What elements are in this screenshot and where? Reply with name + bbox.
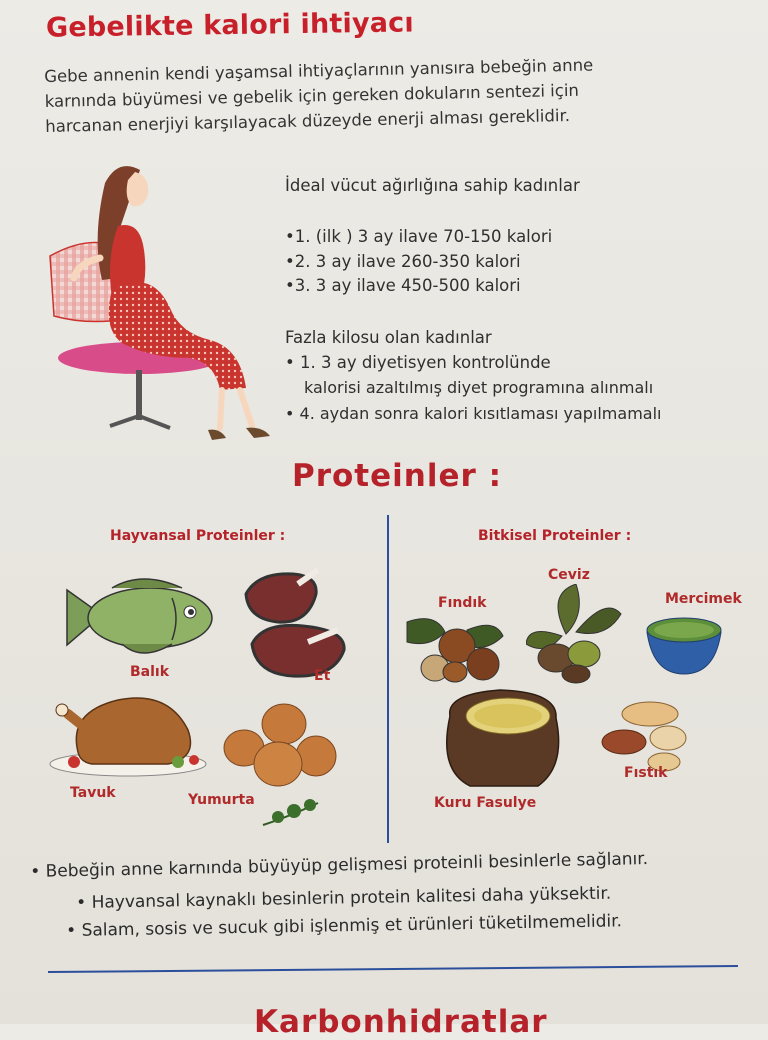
page-title: Gebelikte kalori ihtiyacı xyxy=(45,7,415,44)
lentil-bowl-icon xyxy=(645,612,723,676)
parsley-icon xyxy=(258,795,328,829)
intro-line: Gebe annenin kendi yaşamsal ihtiyaçlarının yanısıra bebeğin anne xyxy=(44,55,594,86)
ideal-item: •1. (ilk ) 3 ay ilave 70-150 kalori xyxy=(285,227,553,246)
walnut-icon xyxy=(526,584,626,684)
overweight-heading: Fazla kilosu olan kadınlar xyxy=(285,328,492,347)
ideal-item: •2. 3 ay ilave 260-350 kalori xyxy=(285,252,521,271)
intro-paragraph xyxy=(44,50,715,139)
intro-line: harcanan enerjiyi karşılayacak düzeyde enerji alması gereklidir. xyxy=(45,105,571,136)
food-label-chicken: Tavuk xyxy=(70,785,116,801)
pregnant-woman-illustration xyxy=(40,158,280,458)
note-item: • Hayvansal kaynaklı besinlerin protein kalitesi daha yüksektir. xyxy=(76,883,612,913)
food-label-hazelnut: Fındık xyxy=(438,595,487,611)
overweight-item: • 1. 3 ay diyetisyen kontrolünde xyxy=(285,353,551,372)
hazelnut-icon xyxy=(405,612,505,684)
section-heading-proteins: Proteinler : xyxy=(292,458,502,494)
note-item: • Salam, sosis ve sucuk gibi işlenmiş et ürünleri tüketilmemelidir. xyxy=(66,911,623,941)
food-label-meat: Et xyxy=(314,668,331,684)
food-label-walnut: Ceviz xyxy=(548,567,590,583)
overweight-item-continued: kalorisi azaltılmış diyet programına alınmalı xyxy=(304,378,654,397)
food-label-beans: Kuru Fasulye xyxy=(434,795,537,811)
fish-icon xyxy=(62,570,222,665)
food-label-egg: Yumurta xyxy=(188,792,255,808)
eggs-icon xyxy=(222,700,342,788)
meat-icon xyxy=(238,564,353,686)
next-section-heading-partial: Karbonhidratlar xyxy=(254,1004,548,1040)
ideal-item: •3. 3 ay ilave 450-500 kalori xyxy=(285,276,521,295)
bean-sack-icon xyxy=(440,686,566,790)
bottom-rule xyxy=(48,965,738,973)
animal-protein-heading: Hayvansal Proteinler : xyxy=(110,528,286,544)
plant-protein-heading: Bitkisel Proteinler : xyxy=(478,528,632,544)
food-label-peanut: Fıstık xyxy=(624,765,668,781)
note-item: • Bebeğin anne karnında büyüyüp gelişmesi proteinli besinlerle sağlanır. xyxy=(30,849,649,882)
roast-chicken-icon xyxy=(48,690,210,780)
food-label-lentil: Mercimek xyxy=(665,591,742,607)
intro-line: karnında büyümesi ve gebelik için gereken dokuların sentezi için xyxy=(44,80,580,111)
ideal-heading: İdeal vücut ağırlığına sahip kadınlar xyxy=(285,176,580,195)
overweight-item: • 4. aydan sonra kalori kısıtlaması yapılmamalı xyxy=(285,404,662,423)
column-divider xyxy=(387,515,389,843)
food-label-fish: Balık xyxy=(130,664,170,680)
